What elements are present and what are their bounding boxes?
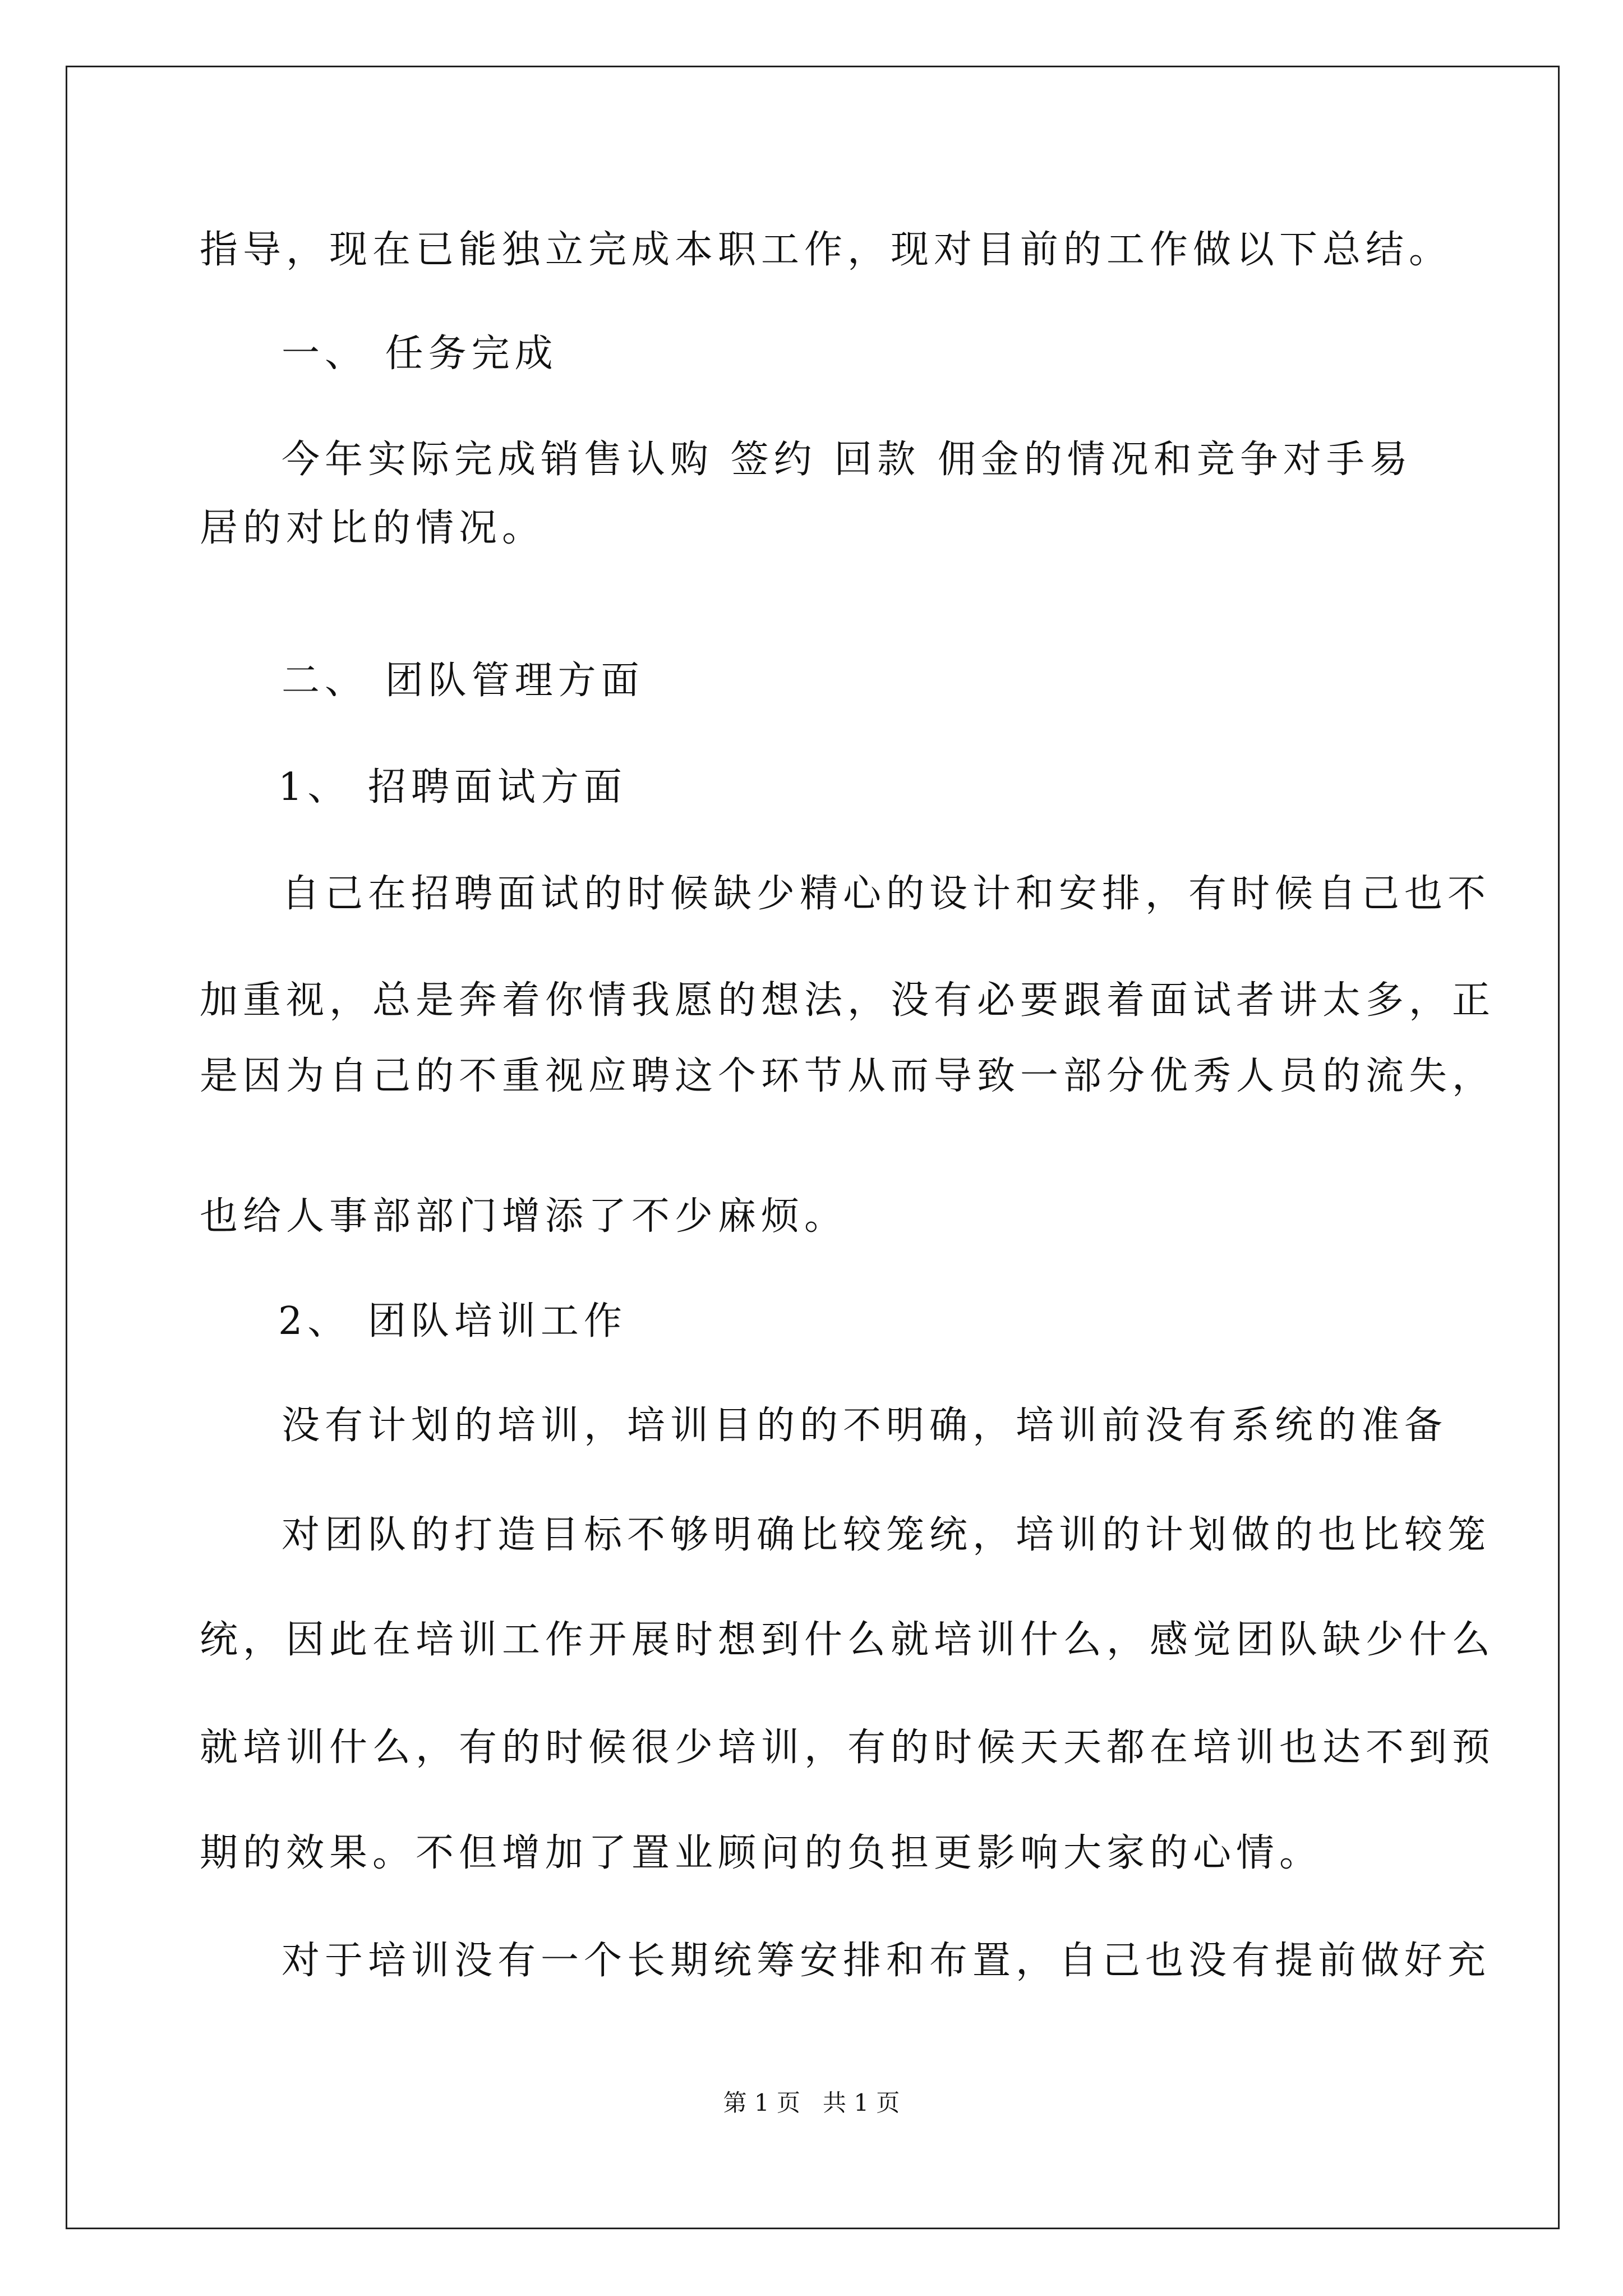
section-heading: 二、 团队管理方面 <box>282 659 644 703</box>
page-total: 共 1 页 <box>823 2089 900 2116</box>
paragraph-line: 对于培训没有一个长期统筹安排和布置，自己也没有提前做好充 <box>282 1939 1491 1983</box>
paragraph-line: 期的效果。不但增加了置业顾问的负担更影响大家的心情。 <box>200 1831 1323 1875</box>
paragraph-line: 今年实际完成销售认购 签约 回款 佣金的情况和竞争对手易 <box>282 438 1413 482</box>
paragraph-line: 指导，现在已能独立完成本职工作，现对目前的工作做以下总结。 <box>200 228 1453 272</box>
paragraph-line: 统，因此在培训工作开展时想到什么就培训什么，感觉团队缺少什么 <box>200 1618 1496 1662</box>
paragraph-line: 对团队的打造目标不够明确比较笼统，培训的计划做的也比较笼 <box>282 1513 1491 1557</box>
paragraph-line: 居的对比的情况。 <box>200 506 546 550</box>
section-heading: 一、 任务完成 <box>282 332 558 376</box>
paragraph-line: 是因为自己的不重视应聘这个环节从而导致一部分优秀人员的流失， <box>200 1054 1496 1098</box>
page-footer <box>0 2091 1623 2115</box>
paragraph-line: 加重视，总是奔着你情我愿的想法，没有必要跟着面试者讲太多，正 <box>200 978 1496 1023</box>
subsection-heading: 1、 招聘面试方面 <box>278 765 627 809</box>
paragraph-line: 也给人事部部门增添了不少麻烦。 <box>200 1194 848 1239</box>
page-border <box>66 66 1560 2229</box>
paragraph-line: 就培训什么，有的时候很少培训，有的时候天天都在培训也达不到预 <box>200 1726 1496 1770</box>
subsection-heading: 2、 团队培训工作 <box>278 1299 627 1343</box>
paragraph-line: 自己在招聘面试的时候缺少精心的设计和安排，有时候自己也不 <box>282 872 1491 916</box>
page-number: 第 1 页 <box>723 2089 800 2116</box>
paragraph-line: 没有计划的培训，培训目的的不明确，培训前没有系统的准备 <box>282 1404 1448 1448</box>
